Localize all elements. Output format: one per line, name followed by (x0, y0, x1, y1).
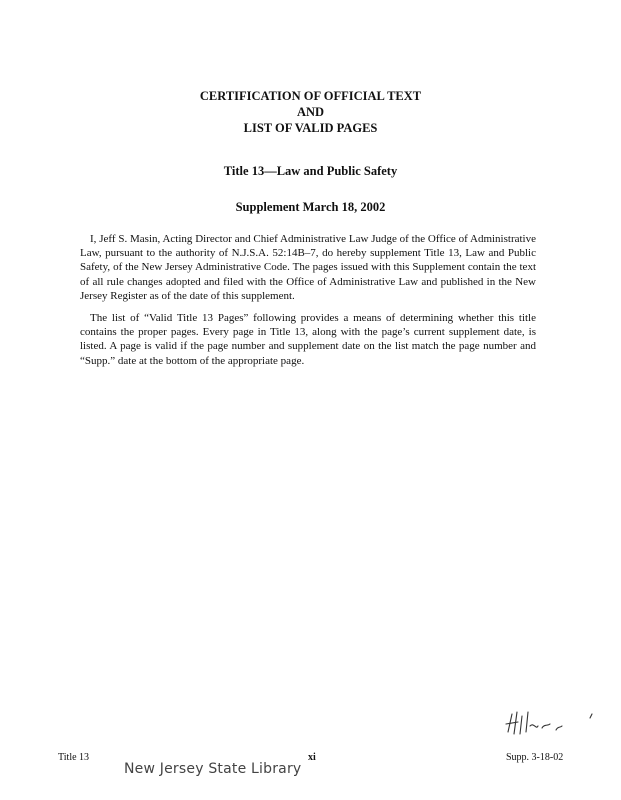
title-heading: Title 13—Law and Public Safety (223, 164, 398, 178)
heading-line-2: AND (296, 105, 325, 119)
footer-supplement-date: Supp. 3-18-02 (506, 752, 564, 763)
footer-title: Title 13 (58, 752, 90, 763)
signature-icon (504, 708, 604, 742)
heading-line-1: CERTIFICATION OF OFFICIAL TEXT (199, 89, 422, 103)
supplement-date-heading: Supplement March 18, 2002 (235, 200, 386, 214)
paragraph-certification: I, Jeff S. Masin, Acting Director and Chief Administrative Law Judge of the Office of Administrative Law, pursuant to the authority of N.J.S.A. 52:14B–7, do hereby supplement Title 13, Law and Public Safety, of the New Jersey Administrative Code. The pages issued with this Supplement contain the text of all rule changes adopted and filed with the Office of Administrative Law and published in the New Jersey Register as of the date of this supplement. (80, 233, 536, 302)
heading-line-3: LIST OF VALID PAGES (243, 121, 378, 135)
body-text (80, 232, 536, 376)
library-stamp: New Jersey State Library (124, 761, 302, 777)
certification-heading (0, 88, 621, 136)
paragraph-valid-pages: The list of “Valid Title 13 Pages” following provides a means of determining whether this title contains the proper pages. Every page in Title 13, along with the page’s current supplement date, is listed. A page is valid if the page number and supplement date on the list match the page number and “Supp.” date at the bottom of the appropriate page. (80, 312, 536, 367)
footer-page-number: xi (308, 752, 316, 763)
